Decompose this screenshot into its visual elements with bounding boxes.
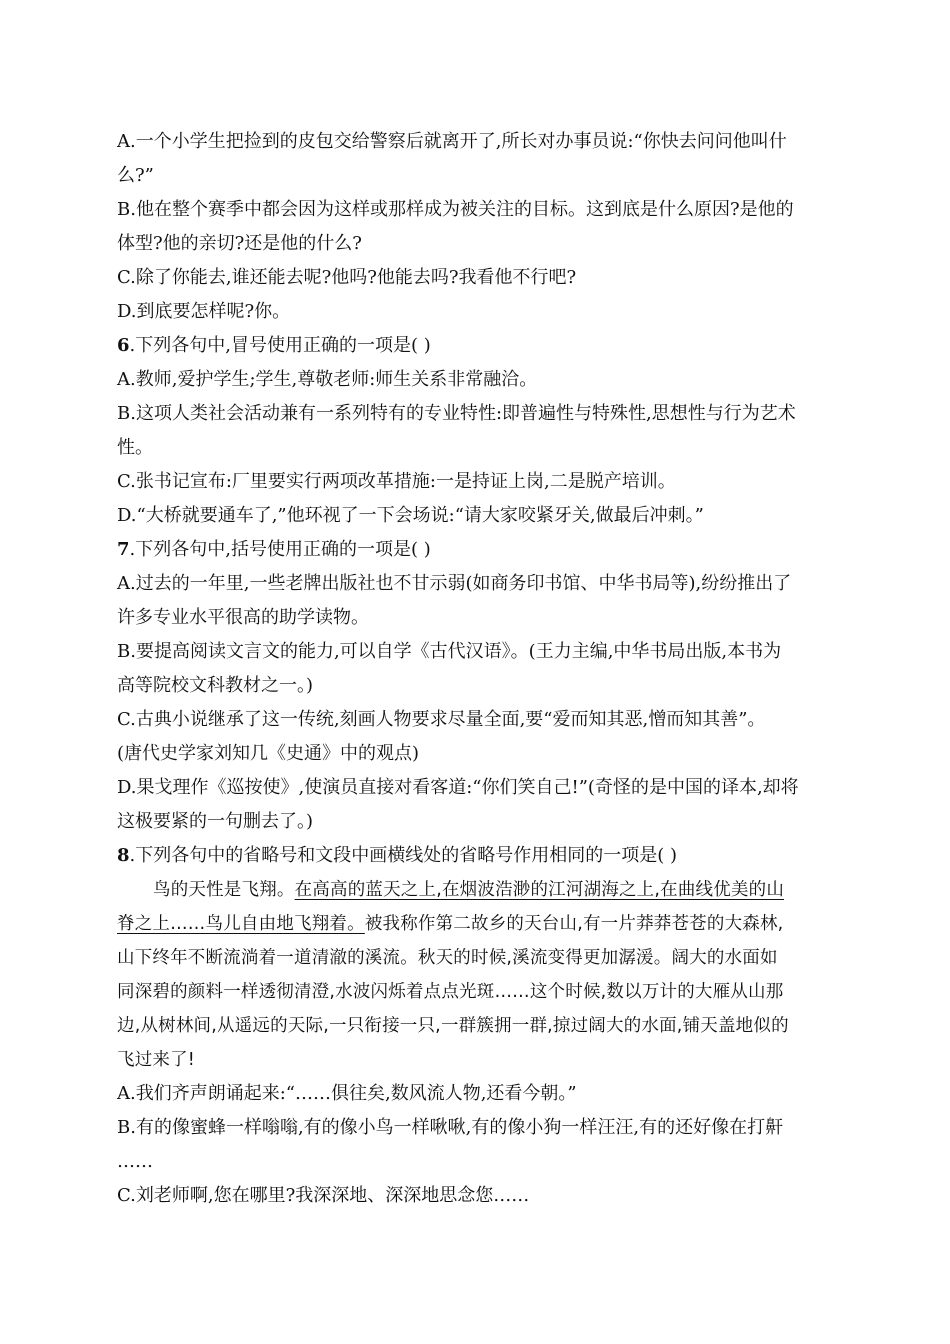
option-line: 这极要紧的一句删去了。) <box>117 811 314 832</box>
option-line: …… <box>117 1151 153 1172</box>
option-line: 性。 <box>117 437 153 458</box>
underlined-passage: 在高高的蓝天之上,在烟波浩渺的江河湖海之上,在曲线优美的山 <box>294 880 785 900</box>
option-line: A.我们齐声朗诵起来:“……俱往矣,数风流人物,还看今朝。” <box>117 1083 577 1104</box>
question-7-stem <box>117 539 431 561</box>
option-line: C.刘老师啊,您在哪里?我深深地、深深地思念您…… <box>117 1185 530 1206</box>
passage-line: 山下终年不断流淌着一道清澈的溪流。秋天的时候,溪流变得更加潺湲。阔大的水面如 <box>117 948 778 968</box>
option-line: 高等院校文科教材之一。) <box>117 675 314 696</box>
option-line: C.古典小说继承了这一传统,刻画人物要求尽量全面,要“爱而知其恶,憎而知其善”。 <box>117 709 766 730</box>
question-text: .下列各句中,冒号使用正确的一项是( ) <box>129 335 431 356</box>
option-line: B.这项人类社会活动兼有一系列特有的专业特性:即普遍性与特殊性,思想性与行为艺术 <box>117 403 796 424</box>
question-6-stem <box>117 335 431 357</box>
option-line: B.要提高阅读文言文的能力,可以自学《古代汉语》。(王力主编,中华书局出版,本书为 <box>117 641 782 662</box>
question-number: 6 <box>117 335 130 356</box>
question-number: 7 <box>117 539 130 560</box>
option-line: A.教师,爱护学生;学生,尊敬老师:师生关系非常融洽。 <box>117 369 538 390</box>
passage-text: 鸟的天性是飞翔。 <box>153 880 295 900</box>
passage-line: 边,从树林间,从遥远的天际,一只衔接一只,一群簇拥一群,掠过阔大的水面,铺天盖地似的 <box>117 1016 789 1036</box>
option-line: C.张书记宣布:厂里要实行两项改革措施:一是持证上岗,二是脱产培训。 <box>117 471 676 492</box>
passage-line: 同深碧的颜料一样透彻清澄,水波闪烁着点点光斑……这个时候,数以万计的大雁从山那 <box>117 982 784 1002</box>
option-line: (唐代史学家刘知几《史通》中的观点) <box>117 743 420 764</box>
option-line: B.他在整个赛季中都会因为这样或那样成为被关注的目标。这到底是什么原因?是他的 <box>117 199 794 220</box>
option-line: D.果戈理作《巡按使》,使演员直接对看客道:“你们笑自己!”(奇怪的是中国的译本,却将 <box>117 777 799 798</box>
question-text: .下列各句中,括号使用正确的一项是( ) <box>129 539 431 560</box>
option-line: C.除了你能去,谁还能去呢?他吗?他能去吗?我看他不行吧? <box>117 267 577 288</box>
question-number: 8 <box>117 845 130 866</box>
option-line: A.过去的一年里,一些老牌出版社也不甘示弱(如商务印书馆、中华书局等),纷纷推出了 <box>117 573 792 594</box>
question-8-stem <box>117 845 677 867</box>
option-line: 么?” <box>117 165 154 186</box>
passage-text: 被我称作第二故乡的天台山,有一片莽莽苍苍的大森林, <box>364 914 784 934</box>
passage-line <box>117 913 783 935</box>
question-text: .下列各句中的省略号和文段中画横线处的省略号作用相同的一项是( ) <box>129 845 678 866</box>
option-line: D.“大桥就要通车了,”他环视了一下会场说:“请大家咬紧牙关,做最后冲刺。” <box>117 505 704 526</box>
option-line: 体型?他的亲切?还是他的什么? <box>117 233 362 254</box>
underlined-passage: 脊之上……鸟儿自由地飞翔着。 <box>117 914 365 934</box>
option-line: D.到底要怎样呢?你。 <box>117 301 291 322</box>
option-line: B.有的像蜜蜂一样嗡嗡,有的像小鸟一样啾啾,有的像小狗一样汪汪,有的还好像在打鼾 <box>117 1117 784 1138</box>
option-line: A.一个小学生把捡到的皮包交给警察后就离开了,所长对办事员说:“你快去问问他叫什 <box>117 131 787 152</box>
passage-line: 飞过来了! <box>117 1050 196 1070</box>
option-line: 许多专业水平很高的助学读物。 <box>117 607 369 628</box>
passage-line <box>153 879 784 901</box>
